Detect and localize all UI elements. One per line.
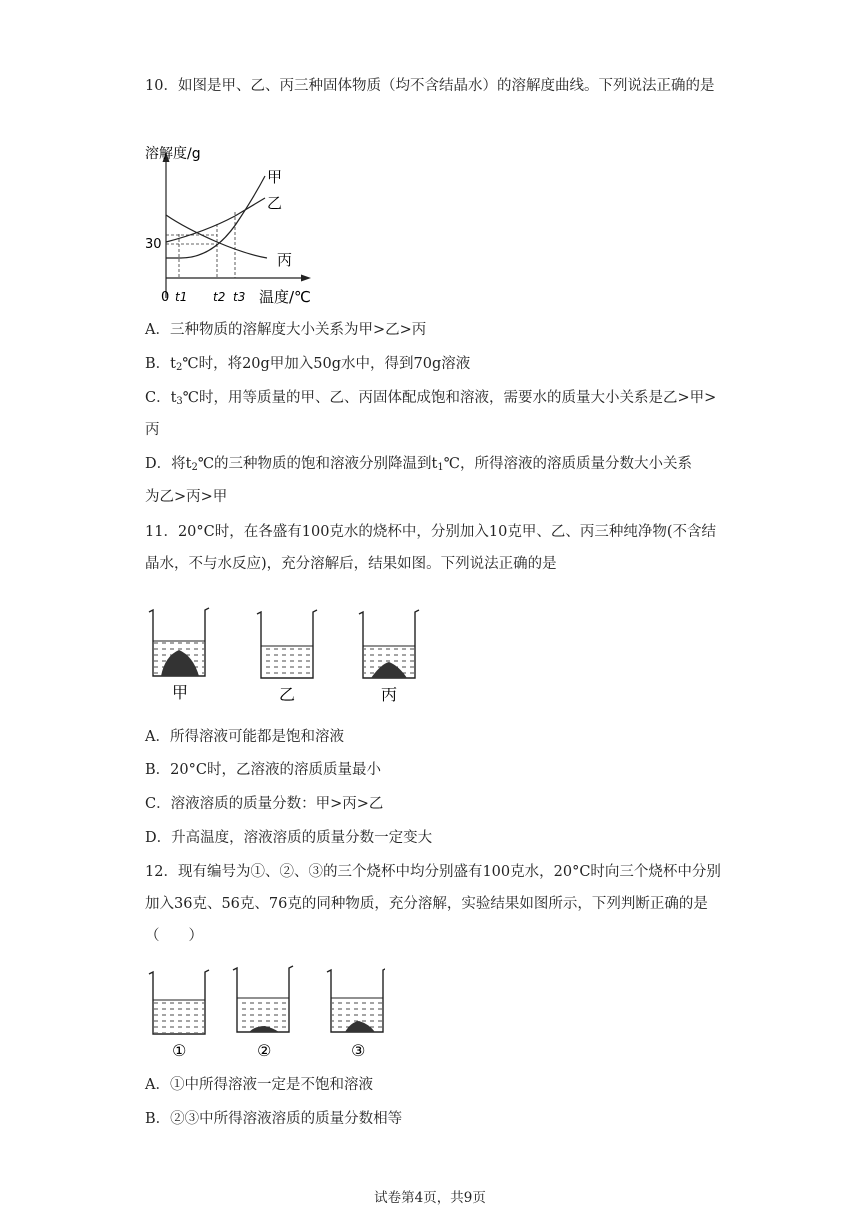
q10-option-b: B．$t_2℃$时，将20g甲加入50g水中，得到70g溶液 <box>145 356 471 373</box>
q12-beakers <box>145 964 385 1064</box>
beaker-label-bing: 丙 <box>381 685 398 704</box>
beaker-bing <box>359 610 419 704</box>
x-axis-label: 温度/℃ <box>259 288 311 306</box>
q10-option-d-cont: 为乙>丙>甲 <box>145 489 228 505</box>
q11-option-a: A．所得溶液可能都是饱和溶液 <box>145 729 344 745</box>
curve-bing <box>166 215 267 258</box>
q12-option-a: A．①中所得溶液一定是不饱和溶液 <box>145 1077 373 1093</box>
q10-option-a: A．三种物质的溶解度大小关系为甲>乙>丙 <box>145 322 427 338</box>
beaker-3 <box>327 968 385 1060</box>
beaker-yi <box>257 610 317 704</box>
x-tick-t2: t2 <box>213 290 226 304</box>
beaker-label-2: ② <box>257 1041 272 1060</box>
x-tick-t3: t3 <box>233 290 246 304</box>
q10-title: 10．如图是甲、乙、丙三种固体物质（均不含结晶水）的溶解度曲线。下列说法正确的是 <box>145 78 715 94</box>
q11-beakers <box>145 604 435 708</box>
origin-label: 0 <box>161 290 170 305</box>
label-yi: 乙 <box>267 194 283 212</box>
q10-option-d: D．将$t_2℃$的三种物质的饱和溶液分别降温到$t_1℃$，所得溶液的溶质质量分数大小关系 <box>145 456 692 473</box>
q11-option-b: B．20°C时，乙溶液的溶质质量最小 <box>145 762 381 778</box>
x-tick-t1: t1 <box>175 290 188 304</box>
label-bing: 丙 <box>277 251 293 269</box>
curve-jia <box>166 176 265 258</box>
q11-option-c: C．溶液溶质的质量分数：甲>丙>乙 <box>145 796 384 812</box>
page-footer: 试卷第4页，共9页 <box>374 1190 486 1206</box>
q12-option-b: B．②③中所得溶液溶质的质量分数相等 <box>145 1111 403 1127</box>
beaker-label-1: ① <box>172 1041 187 1060</box>
curve-yi <box>166 198 265 242</box>
q12-title: 12．现有编号为①、②、③的三个烧杯中均分别盛有100克水，20°C时向三个烧杯中分别加入36克、56克、76克的同种物质，充分溶解，实验结果如图所示，下列判断正确的是（ ） <box>145 864 721 944</box>
beaker-2 <box>233 966 293 1060</box>
beaker-label-yi: 乙 <box>279 685 296 704</box>
beaker-label-3: ③ <box>351 1041 366 1060</box>
beaker-jia <box>149 608 209 702</box>
y-axis-label: 溶解度/g <box>145 146 201 162</box>
y-tick-30: 30 <box>145 237 162 252</box>
q11-title: 11．20°C时，在各盛有100克水的烧杯中，分别加入10克甲、乙、丙三种纯净物(不含结晶水，不与水反应)，充分溶解后，结果如图。下列说法正确的是 <box>145 524 717 572</box>
q10-option-c-cont: 丙 <box>145 422 160 438</box>
q10-option-c: C．$t_3℃$时，用等质量的甲、乙、丙固体配成饱和溶液，需要水的质量大小关系是乙>甲> <box>145 390 717 407</box>
q11-option-d: D．升高温度，溶液溶质的质量分数一定变大 <box>145 830 433 846</box>
beaker-label-jia: 甲 <box>172 683 189 702</box>
label-jia: 甲 <box>267 168 283 186</box>
beaker-1 <box>149 970 209 1060</box>
solubility-chart <box>145 138 325 308</box>
